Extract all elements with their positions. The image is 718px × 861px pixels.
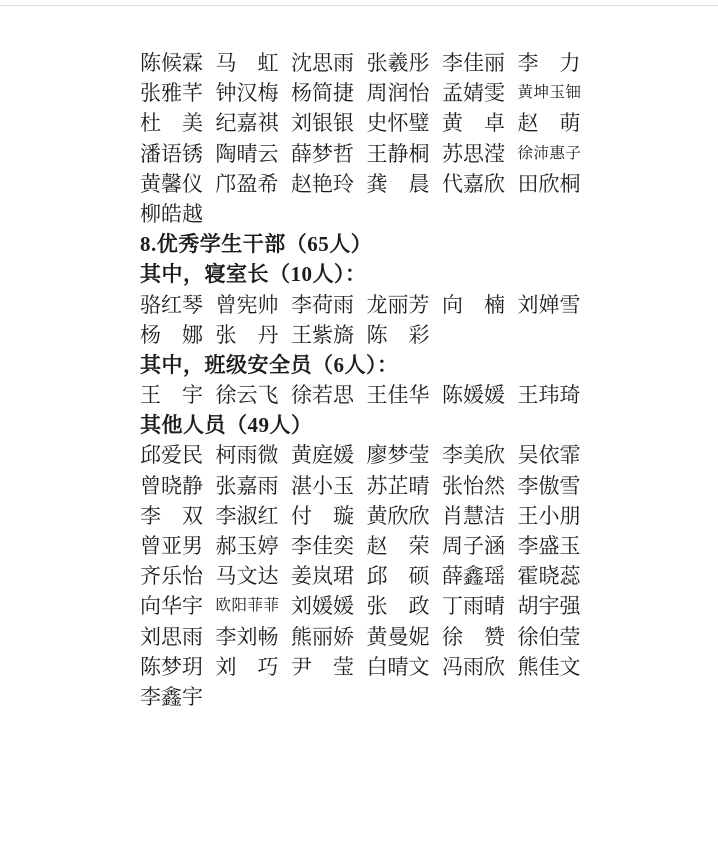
person-name: 徐 赞 [442,624,505,649]
name-row [140,591,593,621]
person-name: 刘思雨 [140,624,203,649]
person-name: 向华宇 [140,594,203,619]
person-name: 李佳丽 [442,51,505,75]
person-name: 湛小玉 [291,473,354,498]
section-heading: 其中，寝室长（10人）： [140,262,367,287]
person-name: 邱 硕 [366,564,430,589]
section-heading: 其他人员（49人） [140,413,313,438]
person-name: 曾宪帅 [215,292,279,317]
person-name: 陶晴云 [215,141,279,166]
person-name: 李淑红 [215,503,279,528]
person-name: 白晴文 [366,654,430,679]
person-name: 张雅芊 [140,81,203,106]
name-row [140,682,593,712]
person-name: 纪嘉祺 [215,111,279,136]
person-name: 刘 巧 [215,654,279,679]
person-name: 王玮琦 [517,383,581,408]
person-name: 尹 莹 [291,654,354,679]
person-name: 欧阳菲菲 [215,597,280,615]
person-name: 王佳华 [366,383,430,408]
person-name: 王小朋 [517,503,581,528]
person-name: 黄曼妮 [366,624,430,649]
person-name: 郝玉婷 [215,534,279,558]
person-name: 李佳奕 [291,534,354,558]
person-name: 骆红琴 [140,292,203,317]
name-row [140,440,593,470]
section-heading: 其中，班级安全员（6人）： [140,352,399,377]
person-name: 吴依霏 [517,443,581,468]
person-name: 张怡然 [442,473,505,498]
person-name: 刘媛媛 [291,594,354,619]
person-name: 曾晓静 [140,473,203,498]
person-name: 代嘉欣 [442,171,505,196]
person-name: 苏芷晴 [366,473,430,498]
person-name: 李盛玉 [517,534,581,558]
name-row [140,139,593,169]
person-name: 薛鑫瑶 [442,564,505,589]
person-name: 李 力 [517,51,581,75]
person-name: 李美欣 [442,443,505,468]
person-name: 王静桐 [366,141,430,166]
person-name: 史怀璧 [366,111,430,136]
person-name: 张羲彤 [366,51,430,75]
person-name: 齐乐怡 [140,564,203,589]
person-name: 周子涵 [442,534,505,558]
person-name: 肖慧洁 [442,503,505,528]
person-name: 杨 娜 [140,322,203,347]
person-name: 邝盈希 [215,171,279,196]
person-name: 黄坤玉钿 [517,84,582,102]
person-name: 姜岚珺 [291,564,354,589]
person-name: 张嘉雨 [215,473,279,498]
person-name: 李刘畅 [215,624,279,649]
person-name: 刘银银 [291,111,354,136]
person-name: 黄馨仪 [140,171,203,196]
name-row [140,169,593,199]
person-name: 曾亚男 [140,534,203,558]
person-name: 冯雨欣 [442,654,505,679]
person-name: 熊丽娇 [291,624,354,649]
name-row [140,531,593,561]
name-row [140,471,593,501]
person-name: 赵艳玲 [291,171,354,196]
person-name: 徐云飞 [215,383,279,408]
person-name: 付 璇 [291,503,354,528]
person-name: 沈思雨 [291,51,354,75]
person-name: 龚 晨 [366,171,430,196]
person-name: 杨简捷 [291,81,354,106]
person-name: 徐伯莹 [517,624,581,649]
person-name: 赵 荣 [366,534,430,558]
person-name: 霍晓蕊 [517,564,581,589]
name-row [140,501,593,531]
person-name: 黄 卓 [442,111,505,136]
person-name: 向 楠 [442,292,505,317]
person-name: 李鑫宇 [140,684,203,709]
person-name: 龙丽芳 [366,292,430,317]
person-name: 柳皓越 [140,201,203,226]
person-name: 赵 萌 [517,111,581,136]
person-name: 薛梦哲 [291,141,354,166]
person-name: 廖梦莹 [366,443,430,468]
name-row [140,290,593,320]
person-name: 苏思滢 [442,141,505,166]
name-row [140,108,593,138]
name-row [140,78,593,108]
person-name: 熊佳文 [517,654,581,679]
person-name: 马 虹 [215,51,279,75]
person-name: 徐沛惠子 [517,144,582,162]
person-name: 周润怡 [366,81,430,106]
name-row [140,199,593,229]
person-name: 徐若思 [291,383,354,408]
person-name: 柯雨微 [215,443,279,468]
name-row [140,561,593,591]
person-name: 杜 美 [140,111,203,136]
person-name: 黄欣欣 [366,503,430,528]
person-name: 李荷雨 [291,292,354,317]
name-row [140,320,593,350]
person-name: 陈媛媛 [442,383,505,408]
name-row [140,380,593,410]
person-name: 李傲雪 [517,473,581,498]
person-name: 钟汉梅 [215,81,279,106]
person-name: 马文达 [215,564,279,589]
person-name: 黄庭媛 [291,443,354,468]
person-name: 张 丹 [215,322,279,347]
person-name: 刘婵雪 [517,292,581,317]
section-heading: 8.优秀学生干部（65人） [140,232,373,257]
person-name: 张 政 [366,594,430,619]
name-row [140,622,593,652]
person-name: 胡宇强 [517,594,581,619]
name-row [140,48,593,78]
person-name: 邱爱民 [140,443,203,468]
person-name: 孟婧雯 [442,81,505,106]
person-name: 潘语锈 [140,141,203,166]
name-row [140,652,593,682]
person-name: 丁雨晴 [442,594,505,619]
person-name: 王 宇 [140,383,203,408]
document-body [140,48,593,712]
person-name: 王紫旖 [291,322,354,347]
person-name: 陈梦玥 [140,654,203,679]
person-name: 李 双 [140,503,203,528]
person-name: 田欣桐 [517,171,581,196]
person-name: 陈候霖 [140,51,203,75]
page-top-edge [0,5,718,6]
person-name: 陈 彩 [366,322,430,347]
